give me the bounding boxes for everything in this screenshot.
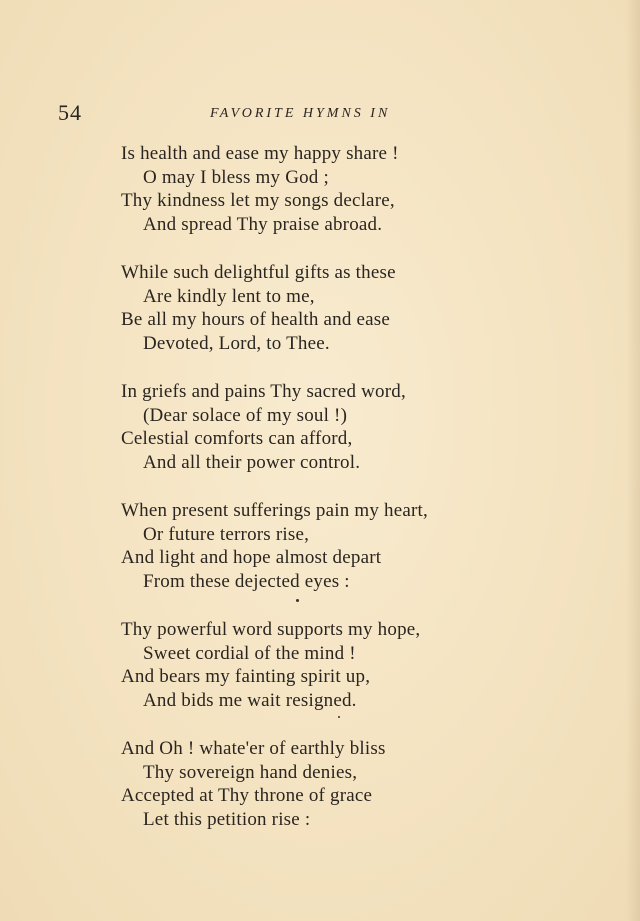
verse-line: (Dear solace of my soul !) [143,404,348,426]
verse-line: Sweet cordial of the mind ! [143,642,356,664]
stanza [0,142,640,236]
verse-line: Let this petition rise : [143,808,311,830]
page-number: 54 [58,100,82,125]
verse-line: And light and hope almost depart [121,547,382,568]
verse-line: And all their power control. [143,451,361,473]
stanza [0,261,640,355]
verse-line: O may I bless my God ; [143,166,329,188]
verse-line: Thy kindness let my songs declare, [121,190,395,211]
verse-line: Thy sovereign hand denies, [143,761,358,783]
ink-speck [338,716,340,718]
page-header [0,100,640,128]
stanza [0,737,640,831]
verse-line: Accepted at Thy throne of grace [121,785,373,806]
verse-line: Be all my hours of health and ease [121,309,391,330]
stanza [0,499,640,593]
verse-line: While such delightful gifts as these [121,262,396,283]
page-edge-shadow [626,0,640,921]
verse-line: Are kindly lent to me, [143,285,315,307]
ink-speck [296,599,299,602]
verse-line: And Oh ! whate'er of earthly bliss [121,738,386,759]
verse-line: From these dejected eyes : [143,570,350,592]
running-head: FAVORITE HYMNS IN [210,106,391,121]
verse-line: Or future terrors rise, [143,523,310,545]
verse-line: And spread Thy praise abroad. [143,213,383,235]
verse-line: Devoted, Lord, to Thee. [143,332,330,354]
verse-line: And bears my fainting spirit up, [121,666,371,687]
verse-line: And bids me wait resigned. [143,689,357,711]
verse-line: Is health and ease my happy share ! [121,143,399,164]
verse-line: Celestial comforts can afford, [121,428,353,449]
verse-line: In griefs and pains Thy sacred word, [121,381,406,402]
verse-line: Thy powerful word supports my hope, [121,619,421,640]
verse-line: When present sufferings pain my heart, [121,500,428,521]
stanza [0,380,640,474]
stanza [0,618,640,712]
hymn-text [0,142,640,856]
